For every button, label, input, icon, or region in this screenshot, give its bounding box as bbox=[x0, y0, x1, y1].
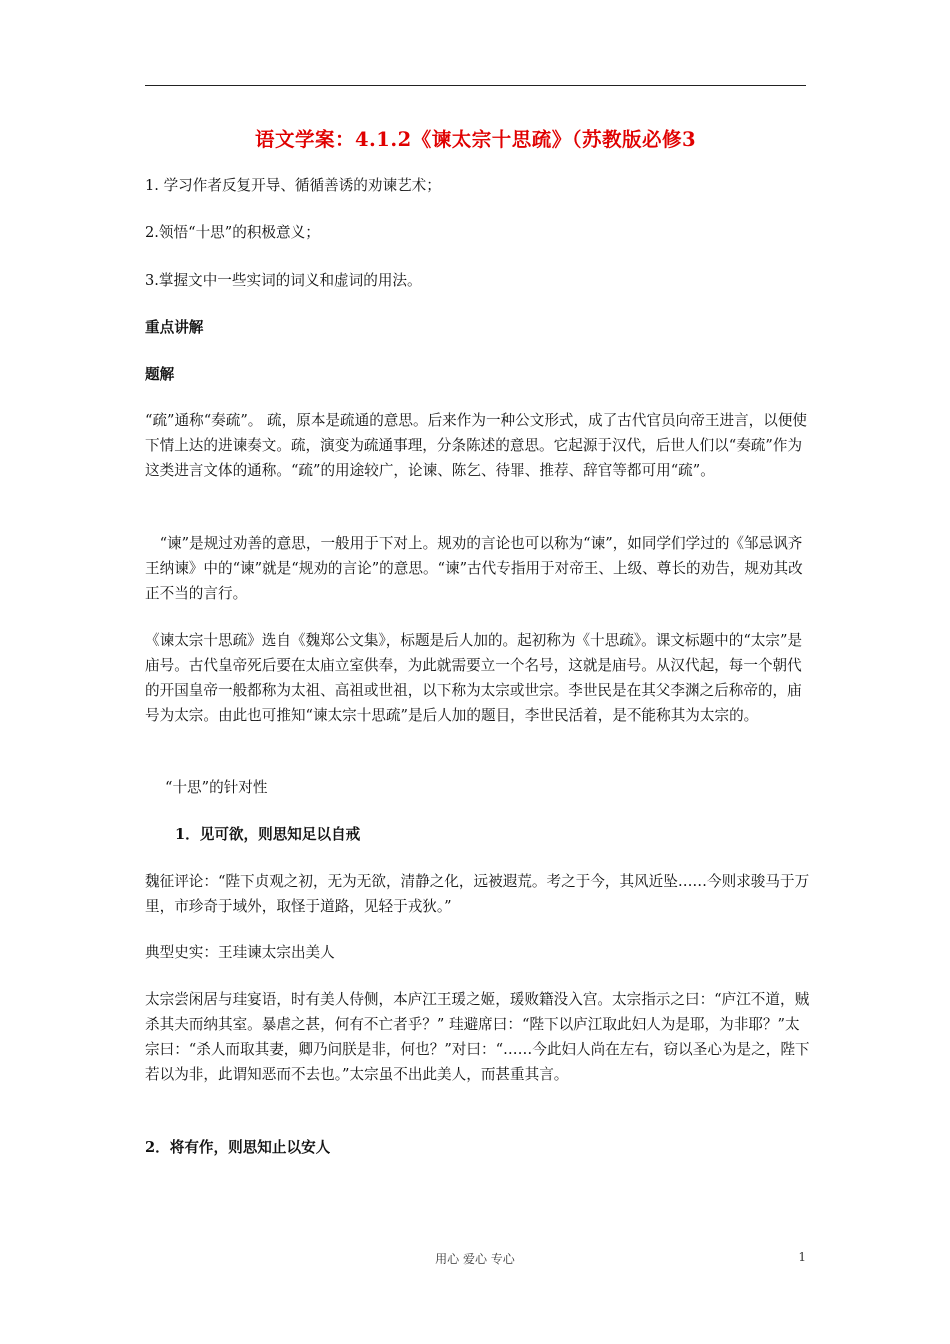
point-1-heading: 1．见可欲，则思知足以自戒 bbox=[175, 826, 361, 843]
paragraph-shu: “疏”通称“奏疏”。 疏，原本是疏通的意思。后来作为一种公文形式，成了古代官员向帝王进言，以便使下情上达的进谏奏文。疏，演变为疏通事理，分条陈述的意思。它起源于汉代，后世人们以“奏疏”作为这类进言文体的通称。“疏”的用途较广，论谏、陈乞、待罪、推荐、辞官等都可用“疏”。 bbox=[145, 412, 808, 479]
objective-3: 3.掌握文中一些实词的词义和虚词的用法。 bbox=[145, 272, 422, 289]
page-title: 语文学案：4.1.2《谏太宗十思疏》（苏教版必修3 bbox=[254, 128, 697, 151]
point-2-heading: 2．将有作，则思知止以安人 bbox=[145, 1139, 331, 1156]
objective-1: 1. 学习作者反复开导、循循善诱的劝谏艺术； bbox=[145, 177, 441, 194]
objective-2: 2.领悟“十思”的积极意义； bbox=[145, 224, 320, 241]
paragraph-jian: “谏”是规过劝善的意思，一般用于下对上。规劝的言论也可以称为“谏”，如同学们学过的《邹忌讽齐王纳谏》中的“谏”就是“规劝的言论”的意思。“谏”古代专指用于对帝王、上级、尊长的劝告，规劝其改正不当的言行。 bbox=[145, 535, 803, 602]
header-rule bbox=[145, 85, 806, 86]
section-heading: 重点讲解 bbox=[145, 319, 204, 336]
relevance-heading: “十思”的针对性 bbox=[165, 779, 268, 796]
subheading: 题解 bbox=[145, 366, 175, 383]
paragraph-source: 《谏太宗十思疏》选自《魏郑公文集》，标题是后人加的。起初称为《十思疏》。课文标题中的“太宗”是庙号。古代皇帝死后要在太庙立室供奉，为此就需要立一个名号，这就是庙号。从汉代起，每一个朝代的开国皇帝一般都称为太祖、高祖或世祖，以下称为太宗或世宗。李世民是在其父李渊之后称帝的，庙号为太宗。由此也可推知“谏太宗十思疏”是后人加的题目，李世民活着，是不能称其为太宗的。 bbox=[145, 632, 803, 724]
paragraph-weizheng: 魏征评论：“陛下贞观之初，无为无欲，清静之化，远被遐荒。考之于今，其风近坠……今则求骏马于万里，市珍奇于域外，取怪于道路，见轻于戎狄。” bbox=[145, 873, 810, 915]
footer-text: 用心 爱心 专心 bbox=[435, 1252, 515, 1266]
example-label: 典型史实：王珪谏太宗出美人 bbox=[145, 944, 335, 961]
paragraph-story: 太宗尝闲居与珪宴语，时有美人侍侧，本庐江王瑗之姬，瑗败籍没入宫。太宗指示之曰：“庐江不道，贼杀其夫而纳其室。暴虐之甚，何有不亡者乎？” 珪避席曰：“陛下以庐江取此妇人为是耶，为非耶？”太宗曰：“杀人而取其妻，卿乃问朕是非，何也？”对曰：“……今此妇人尚在左右，窃以圣心为是之，陛下若以为非，此谓知恶而不去也。”太宗虽不出此美人，而甚重其言。 bbox=[145, 991, 810, 1083]
page-number: 1 bbox=[798, 1250, 806, 1264]
